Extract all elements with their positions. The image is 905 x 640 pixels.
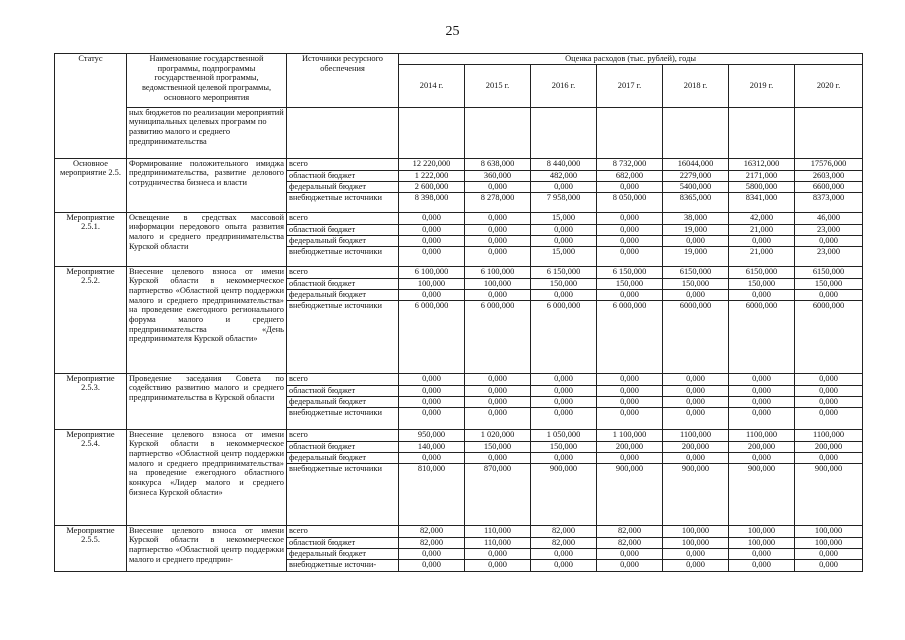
- empty-cell: [287, 107, 399, 158]
- year-header: 2020 г.: [795, 64, 863, 107]
- value-cell: 0,000: [729, 559, 795, 571]
- value-cell: 82,000: [399, 525, 465, 537]
- value-cell: 1100,000: [663, 429, 729, 441]
- page-number: 25: [445, 24, 460, 39]
- value-cell: 0,000: [399, 407, 465, 429]
- source-cell: областной бюджет: [287, 224, 399, 235]
- value-cell: 0,000: [729, 235, 795, 246]
- value-cell: 0,000: [465, 548, 531, 559]
- value-cell: 682,000: [597, 170, 663, 181]
- value-cell: 870,000: [465, 463, 531, 525]
- measure-name-cell: Внесение целевого взноса от имени Курской области в некоммерческое партнерство «Областной центр поддержки малого и среднего предпринимательства» на проведение ежегодного областного конкурса «Лидер малого и среднего бизнеса Курской области»: [127, 429, 287, 525]
- value-cell: 100,000: [399, 278, 465, 289]
- value-cell: 2171,000: [729, 170, 795, 181]
- source-cell: федеральный бюджет: [287, 548, 399, 559]
- value-cell: 100,000: [465, 278, 531, 289]
- source-cell: областной бюджет: [287, 278, 399, 289]
- value-cell: 0,000: [729, 452, 795, 463]
- value-cell: 6 000,000: [531, 300, 597, 373]
- value-cell: 2 600,000: [399, 181, 465, 192]
- value-cell: 900,000: [795, 463, 863, 525]
- value-cell: 0,000: [531, 452, 597, 463]
- value-cell: 8365,000: [663, 192, 729, 212]
- value-cell: 0,000: [531, 224, 597, 235]
- source-cell: областной бюджет: [287, 170, 399, 181]
- value-cell: 0,000: [597, 235, 663, 246]
- header-estimate: Оценка расходов (тыс. рублей), годы: [399, 54, 863, 65]
- value-cell: 0,000: [663, 235, 729, 246]
- value-cell: 0,000: [663, 385, 729, 396]
- value-cell: 100,000: [795, 525, 863, 537]
- value-cell: 1 050,000: [531, 429, 597, 441]
- value-cell: 0,000: [663, 559, 729, 571]
- measure-name-cell: Освещение в средствах массовой информации передового опыта развития малого и среднего предпринимательства Курской области: [127, 212, 287, 266]
- empty-cell: [399, 107, 465, 158]
- value-cell: 100,000: [663, 525, 729, 537]
- value-cell: 0,000: [729, 385, 795, 396]
- value-cell: 150,000: [531, 278, 597, 289]
- value-cell: 0,000: [597, 407, 663, 429]
- measure-name-cell: Внесение целевого взноса от имени Курской области в некоммерческое партнерство «Областной центр поддержки малого и среднего предприн-: [127, 525, 287, 571]
- continuation-row: [55, 107, 863, 158]
- status-cell: Мероприятие 2.5.1.: [55, 212, 127, 266]
- value-cell: 100,000: [663, 537, 729, 548]
- value-cell: 2279,000: [663, 170, 729, 181]
- value-cell: 0,000: [597, 224, 663, 235]
- value-cell: 0,000: [465, 289, 531, 300]
- name-continuation: ных бюджетов по реализации мероприятий муниципальных целевых программ по развитию малого и среднего предпринимательства: [127, 107, 287, 158]
- value-cell: 200,000: [663, 441, 729, 452]
- value-cell: 200,000: [795, 441, 863, 452]
- value-cell: 0,000: [399, 559, 465, 571]
- value-cell: 82,000: [531, 537, 597, 548]
- value-cell: 6150,000: [663, 266, 729, 278]
- value-cell: 0,000: [531, 396, 597, 407]
- year-header: 2017 г.: [597, 64, 663, 107]
- value-cell: 150,000: [795, 278, 863, 289]
- value-cell: 82,000: [399, 537, 465, 548]
- table-row: [55, 429, 863, 441]
- source-cell: внебюджетные источники: [287, 300, 399, 373]
- value-cell: 6 000,000: [597, 300, 663, 373]
- value-cell: 0,000: [399, 396, 465, 407]
- source-cell: внебюджетные источни-: [287, 559, 399, 571]
- value-cell: 0,000: [597, 373, 663, 385]
- value-cell: 6000,000: [729, 300, 795, 373]
- value-cell: 6 000,000: [399, 300, 465, 373]
- value-cell: 6 000,000: [465, 300, 531, 373]
- value-cell: 5800,000: [729, 181, 795, 192]
- value-cell: 21,000: [729, 224, 795, 235]
- measure-name-cell: Внесение целевого взноса от имени Курской области в некоммерческое партнерство «Областной центр поддержки малого и среднего предпринимательства» на проведение ежегодного регионального форума малого и среднего предпринимательства «День предпринимателя Курской области»: [127, 266, 287, 373]
- value-cell: 0,000: [597, 181, 663, 192]
- table-row: [55, 266, 863, 278]
- value-cell: 2603,000: [795, 170, 863, 181]
- year-header: 2014 г.: [399, 64, 465, 107]
- value-cell: 15,000: [531, 246, 597, 266]
- value-cell: 360,000: [465, 170, 531, 181]
- value-cell: 6000,000: [795, 300, 863, 373]
- year-header: 2015 г.: [465, 64, 531, 107]
- value-cell: 0,000: [465, 235, 531, 246]
- value-cell: 0,000: [399, 289, 465, 300]
- value-cell: 482,000: [531, 170, 597, 181]
- source-cell: внебюджетные источники: [287, 463, 399, 525]
- value-cell: 100,000: [729, 525, 795, 537]
- measure-name-cell: Формирование положительного имиджа предпринимательства, развитие делового сотрудничества бизнеса и власти: [127, 158, 287, 212]
- value-cell: 150,000: [663, 278, 729, 289]
- empty-cell: [795, 107, 863, 158]
- value-cell: 38,000: [663, 212, 729, 224]
- table-row: [55, 212, 863, 224]
- value-cell: 0,000: [795, 373, 863, 385]
- value-cell: 0,000: [795, 396, 863, 407]
- year-header: 2019 г.: [729, 64, 795, 107]
- value-cell: 23,000: [795, 246, 863, 266]
- header-source: Источники ресурсного обеспечения: [287, 54, 399, 108]
- value-cell: 5400,000: [663, 181, 729, 192]
- value-cell: 1100,000: [795, 429, 863, 441]
- value-cell: 6000,000: [663, 300, 729, 373]
- value-cell: 8 398,000: [399, 192, 465, 212]
- value-cell: 1 020,000: [465, 429, 531, 441]
- value-cell: 200,000: [729, 441, 795, 452]
- status-cell: Основное мероприятие 2.5.: [55, 158, 127, 212]
- source-cell: внебюджетные источники: [287, 246, 399, 266]
- value-cell: 82,000: [597, 537, 663, 548]
- source-cell: федеральный бюджет: [287, 289, 399, 300]
- value-cell: 200,000: [597, 441, 663, 452]
- value-cell: 0,000: [597, 559, 663, 571]
- value-cell: 0,000: [465, 224, 531, 235]
- empty-cell: [597, 107, 663, 158]
- header-name: Наименование государственной программы, подпрограммы государственной программы, ведомственной целевой программы, основного мероприятия: [127, 54, 287, 108]
- value-cell: 0,000: [465, 396, 531, 407]
- value-cell: 0,000: [465, 212, 531, 224]
- value-cell: 0,000: [399, 235, 465, 246]
- value-cell: 0,000: [597, 246, 663, 266]
- value-cell: 0,000: [399, 385, 465, 396]
- value-cell: 19,000: [663, 224, 729, 235]
- value-cell: 110,000: [465, 537, 531, 548]
- status-cell: Мероприятие 2.5.3.: [55, 373, 127, 429]
- value-cell: 150,000: [531, 441, 597, 452]
- value-cell: 0,000: [597, 212, 663, 224]
- value-cell: 6 100,000: [465, 266, 531, 278]
- value-cell: 0,000: [729, 407, 795, 429]
- value-cell: 900,000: [531, 463, 597, 525]
- value-cell: 0,000: [795, 235, 863, 246]
- table-row: [55, 158, 863, 170]
- value-cell: 12 220,000: [399, 158, 465, 170]
- value-cell: 8 440,000: [531, 158, 597, 170]
- value-cell: 0,000: [729, 289, 795, 300]
- empty-cell: [663, 107, 729, 158]
- value-cell: 0,000: [531, 548, 597, 559]
- value-cell: 110,000: [465, 525, 531, 537]
- value-cell: 8 638,000: [465, 158, 531, 170]
- value-cell: 0,000: [531, 407, 597, 429]
- header-status: Статус: [55, 54, 127, 159]
- value-cell: 6 150,000: [597, 266, 663, 278]
- value-cell: 0,000: [399, 224, 465, 235]
- value-cell: 900,000: [729, 463, 795, 525]
- empty-cell: [465, 107, 531, 158]
- value-cell: 0,000: [465, 559, 531, 571]
- value-cell: 8341,000: [729, 192, 795, 212]
- value-cell: 0,000: [597, 452, 663, 463]
- source-cell: внебюджетные источники: [287, 407, 399, 429]
- value-cell: 0,000: [729, 373, 795, 385]
- value-cell: 0,000: [531, 289, 597, 300]
- value-cell: 8 732,000: [597, 158, 663, 170]
- value-cell: 0,000: [531, 181, 597, 192]
- status-cell: Мероприятие 2.5.2.: [55, 266, 127, 373]
- value-cell: 16312,000: [729, 158, 795, 170]
- value-cell: 6150,000: [729, 266, 795, 278]
- value-cell: 0,000: [663, 452, 729, 463]
- value-cell: 0,000: [795, 559, 863, 571]
- value-cell: 8 278,000: [465, 192, 531, 212]
- value-cell: 0,000: [795, 385, 863, 396]
- value-cell: 0,000: [531, 559, 597, 571]
- value-cell: 17576,000: [795, 158, 863, 170]
- value-cell: 6600,000: [795, 181, 863, 192]
- value-cell: 0,000: [531, 235, 597, 246]
- value-cell: 0,000: [795, 548, 863, 559]
- source-cell: федеральный бюджет: [287, 235, 399, 246]
- source-cell: федеральный бюджет: [287, 452, 399, 463]
- value-cell: 150,000: [729, 278, 795, 289]
- header-row: [55, 54, 863, 65]
- value-cell: 0,000: [663, 407, 729, 429]
- value-cell: 1 100,000: [597, 429, 663, 441]
- value-cell: 0,000: [663, 373, 729, 385]
- value-cell: 6150,000: [795, 266, 863, 278]
- value-cell: 6 150,000: [531, 266, 597, 278]
- value-cell: 0,000: [597, 289, 663, 300]
- value-cell: 0,000: [399, 373, 465, 385]
- value-cell: 0,000: [795, 407, 863, 429]
- source-cell: областной бюджет: [287, 441, 399, 452]
- value-cell: 0,000: [663, 289, 729, 300]
- value-cell: 19,000: [663, 246, 729, 266]
- source-cell: всего: [287, 525, 399, 537]
- value-cell: 810,000: [399, 463, 465, 525]
- value-cell: 6 100,000: [399, 266, 465, 278]
- empty-cell: [729, 107, 795, 158]
- value-cell: 15,000: [531, 212, 597, 224]
- value-cell: 0,000: [465, 181, 531, 192]
- value-cell: 0,000: [531, 385, 597, 396]
- value-cell: 0,000: [465, 385, 531, 396]
- value-cell: 0,000: [597, 396, 663, 407]
- value-cell: 0,000: [597, 385, 663, 396]
- value-cell: 0,000: [729, 548, 795, 559]
- value-cell: 42,000: [729, 212, 795, 224]
- value-cell: 0,000: [399, 212, 465, 224]
- value-cell: 100,000: [795, 537, 863, 548]
- value-cell: 0,000: [597, 548, 663, 559]
- value-cell: 150,000: [597, 278, 663, 289]
- value-cell: 0,000: [465, 246, 531, 266]
- value-cell: 0,000: [465, 407, 531, 429]
- table-row: [55, 373, 863, 385]
- value-cell: 8 050,000: [597, 192, 663, 212]
- value-cell: 150,000: [465, 441, 531, 452]
- measure-name-cell: Проведение заседания Совета по содействию развитию малого и среднего предпринимательства в Курской области: [127, 373, 287, 429]
- value-cell: 82,000: [531, 525, 597, 537]
- value-cell: 1 222,000: [399, 170, 465, 181]
- value-cell: 1100,000: [729, 429, 795, 441]
- value-cell: 0,000: [465, 373, 531, 385]
- value-cell: 0,000: [531, 373, 597, 385]
- value-cell: 7 958,000: [531, 192, 597, 212]
- value-cell: 0,000: [399, 548, 465, 559]
- year-header: 2018 г.: [663, 64, 729, 107]
- source-cell: всего: [287, 158, 399, 170]
- value-cell: 0,000: [795, 452, 863, 463]
- value-cell: 140,000: [399, 441, 465, 452]
- empty-cell: [531, 107, 597, 158]
- value-cell: 900,000: [597, 463, 663, 525]
- value-cell: 950,000: [399, 429, 465, 441]
- expenditure-table: [54, 53, 863, 572]
- value-cell: 0,000: [795, 289, 863, 300]
- value-cell: 46,000: [795, 212, 863, 224]
- value-cell: 0,000: [663, 548, 729, 559]
- source-cell: областной бюджет: [287, 385, 399, 396]
- value-cell: 0,000: [465, 452, 531, 463]
- source-cell: внебюджетные источники: [287, 192, 399, 212]
- source-cell: областной бюджет: [287, 537, 399, 548]
- value-cell: 900,000: [663, 463, 729, 525]
- status-cell: Мероприятие 2.5.5.: [55, 525, 127, 571]
- value-cell: 0,000: [729, 396, 795, 407]
- value-cell: 100,000: [729, 537, 795, 548]
- value-cell: 8373,000: [795, 192, 863, 212]
- value-cell: 82,000: [597, 525, 663, 537]
- value-cell: 23,000: [795, 224, 863, 235]
- status-cell: Мероприятие 2.5.4.: [55, 429, 127, 525]
- source-cell: федеральный бюджет: [287, 181, 399, 192]
- value-cell: 0,000: [663, 396, 729, 407]
- source-cell: всего: [287, 212, 399, 224]
- table-row: [55, 525, 863, 537]
- source-cell: всего: [287, 429, 399, 441]
- value-cell: 16044,000: [663, 158, 729, 170]
- source-cell: федеральный бюджет: [287, 396, 399, 407]
- year-header: 2016 г.: [531, 64, 597, 107]
- value-cell: 21,000: [729, 246, 795, 266]
- source-cell: всего: [287, 266, 399, 278]
- value-cell: 0,000: [399, 246, 465, 266]
- value-cell: 0,000: [399, 452, 465, 463]
- source-cell: всего: [287, 373, 399, 385]
